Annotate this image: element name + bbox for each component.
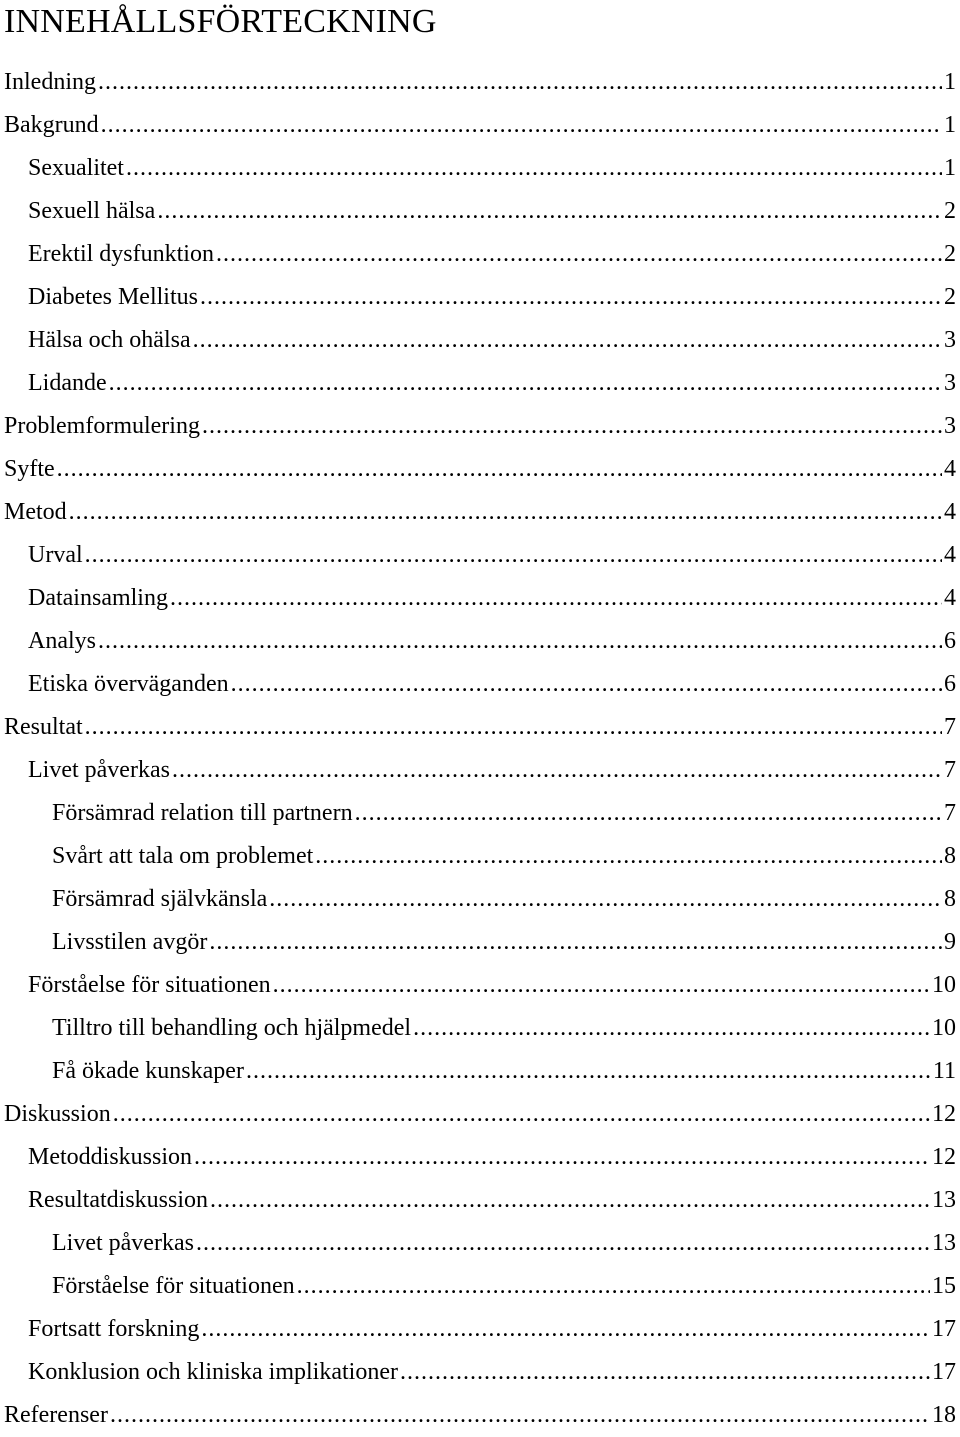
toc-entry-label: Metoddiskussion xyxy=(28,1144,193,1170)
toc-entry-label: Resultatdiskussion xyxy=(28,1187,209,1213)
dot-leader xyxy=(355,792,942,835)
toc-entry-label: Livet påverkas xyxy=(52,1230,194,1256)
toc-entry[interactable] xyxy=(0,1222,960,1265)
toc-entry-label: Problemformulering xyxy=(4,413,200,439)
dot-leader xyxy=(297,1265,930,1308)
toc-entry[interactable] xyxy=(0,276,960,319)
toc-entry-label: Fortsatt forskning xyxy=(28,1316,200,1342)
dot-leader xyxy=(194,1136,930,1179)
dot-leader xyxy=(273,964,930,1007)
toc-entry-page-number: 10 xyxy=(932,972,956,998)
toc-entry-label: Konklusion och kliniska implikationer xyxy=(28,1359,398,1385)
toc-entry[interactable] xyxy=(0,921,960,964)
toc-entry[interactable] xyxy=(0,1136,960,1179)
toc-entry-page-number: 4 xyxy=(944,456,956,482)
toc-entry-label: Tilltro till behandling och hjälpmedel xyxy=(52,1015,412,1041)
toc-entry-label: Diskussion xyxy=(4,1101,111,1127)
toc-entry[interactable] xyxy=(0,964,960,1007)
toc-entry[interactable] xyxy=(0,362,960,405)
toc-entry-page-number: 15 xyxy=(932,1273,956,1299)
toc-entry-page-number: 3 xyxy=(944,327,956,353)
toc-entry-page-number: 12 xyxy=(932,1144,956,1170)
toc-entry-label: Diabetes Mellitus xyxy=(28,284,198,310)
toc-entry-label: Bakgrund xyxy=(4,112,99,138)
toc-entry[interactable] xyxy=(0,233,960,276)
dot-leader xyxy=(209,921,942,964)
toc-entry-label: Lidande xyxy=(28,370,107,396)
toc-entry-page-number: 4 xyxy=(944,585,956,611)
toc-entry-label: Sexuell hälsa xyxy=(28,198,156,224)
toc-entry-page-number: 3 xyxy=(944,413,956,439)
toc-entry[interactable] xyxy=(0,1007,960,1050)
toc-entry[interactable] xyxy=(0,1093,960,1136)
toc-entry-label: Referenser xyxy=(4,1402,108,1428)
toc-entry[interactable] xyxy=(0,878,960,921)
toc-entry-page-number: 13 xyxy=(932,1187,956,1213)
dot-leader xyxy=(57,448,942,491)
dot-leader xyxy=(269,878,942,921)
toc-entry[interactable] xyxy=(0,792,960,835)
toc-entry-page-number: 3 xyxy=(944,370,956,396)
toc-entry-page-number: 2 xyxy=(944,241,956,267)
toc-entry-label: Etiska överväganden xyxy=(28,671,229,697)
dot-leader xyxy=(201,1308,930,1351)
toc-entry[interactable] xyxy=(0,1050,960,1093)
toc-entry[interactable] xyxy=(0,835,960,878)
toc-entry-label: Förståelse för situationen xyxy=(52,1273,295,1299)
toc-entry-label: Sexualitet xyxy=(28,155,124,181)
toc-entry[interactable] xyxy=(0,706,960,749)
dot-leader xyxy=(200,276,942,319)
toc-entry-page-number: 1 xyxy=(944,69,956,95)
toc-entry-label: Livet påverkas xyxy=(28,757,170,783)
dot-leader xyxy=(170,577,942,620)
toc-entry-page-number: 1 xyxy=(944,112,956,138)
toc-entry-page-number: 6 xyxy=(944,671,956,697)
toc-entry[interactable] xyxy=(0,405,960,448)
toc-entry[interactable] xyxy=(0,104,960,147)
toc-entry[interactable] xyxy=(0,147,960,190)
toc-entry-page-number: 8 xyxy=(944,843,956,869)
toc-entry-label: Resultat xyxy=(4,714,83,740)
toc-entry-page-number: 7 xyxy=(944,757,956,783)
dot-leader xyxy=(98,620,942,663)
dot-leader xyxy=(101,104,942,147)
toc-entry-page-number: 11 xyxy=(932,1058,956,1084)
toc-entry-label: Svårt att tala om problemet xyxy=(52,843,314,869)
toc-entry-page-number: 7 xyxy=(944,714,956,740)
dot-leader xyxy=(246,1050,931,1093)
toc-entry[interactable] xyxy=(0,577,960,620)
toc-entry-page-number: 6 xyxy=(944,628,956,654)
dot-leader xyxy=(109,362,942,405)
dot-leader xyxy=(98,61,942,104)
dot-leader xyxy=(69,491,942,534)
toc-entry-label: Inledning xyxy=(4,69,96,95)
toc-entry-label: Syfte xyxy=(4,456,55,482)
dot-leader xyxy=(85,706,942,749)
toc-entry[interactable] xyxy=(0,1179,960,1222)
dot-leader xyxy=(202,405,942,448)
toc-entry[interactable] xyxy=(0,534,960,577)
toc-entry-page-number: 18 xyxy=(932,1402,956,1428)
dot-leader xyxy=(113,1093,930,1136)
toc-entry-page-number: 4 xyxy=(944,542,956,568)
toc-entry[interactable] xyxy=(0,448,960,491)
toc-entry-page-number: 9 xyxy=(944,929,956,955)
dot-leader xyxy=(157,190,942,233)
toc-entry-label: Försämrad relation till partnern xyxy=(52,800,353,826)
toc-entry-page-number: 17 xyxy=(932,1359,956,1385)
toc-entry-label: Metod xyxy=(4,499,67,525)
toc-entry[interactable] xyxy=(0,319,960,362)
toc-entry-label: Erektil dysfunktion xyxy=(28,241,214,267)
page-title: INNEHÅLLSFÖRTECKNING xyxy=(4,3,437,40)
toc-entry[interactable] xyxy=(0,1308,960,1351)
toc-entry-label: Förståelse för situationen xyxy=(28,972,271,998)
toc-entry-page-number: 1 xyxy=(944,155,956,181)
toc-entry[interactable] xyxy=(0,491,960,534)
dot-leader xyxy=(315,835,942,878)
toc-entry-label: Analys xyxy=(28,628,96,654)
dot-leader xyxy=(172,749,942,792)
toc-entry-label: Försämrad självkänsla xyxy=(52,886,268,912)
table-of-contents xyxy=(0,61,960,1437)
dot-leader xyxy=(400,1351,930,1394)
toc-entry[interactable] xyxy=(0,190,960,233)
toc-entry-label: Datainsamling xyxy=(28,585,168,611)
toc-entry[interactable] xyxy=(0,620,960,663)
toc-entry[interactable] xyxy=(0,749,960,792)
toc-entry-label: Hälsa och ohälsa xyxy=(28,327,191,353)
dot-leader xyxy=(196,1222,930,1265)
toc-entry[interactable] xyxy=(0,1394,960,1437)
dot-leader xyxy=(413,1007,930,1050)
dot-leader xyxy=(216,233,942,276)
toc-entry-label: Livsstilen avgör xyxy=(52,929,208,955)
toc-entry-page-number: 7 xyxy=(944,800,956,826)
dot-leader xyxy=(110,1394,930,1437)
toc-entry[interactable] xyxy=(0,1265,960,1308)
toc-entry[interactable] xyxy=(0,1351,960,1394)
dot-leader xyxy=(231,663,942,706)
dot-leader xyxy=(126,147,942,190)
toc-entry-page-number: 8 xyxy=(944,886,956,912)
toc-entry-page-number: 17 xyxy=(932,1316,956,1342)
dot-leader xyxy=(193,319,942,362)
toc-entry[interactable] xyxy=(0,61,960,104)
toc-entry-page-number: 13 xyxy=(932,1230,956,1256)
toc-entry-label: Urval xyxy=(28,542,83,568)
toc-entry-page-number: 2 xyxy=(944,198,956,224)
toc-entry-page-number: 4 xyxy=(944,499,956,525)
toc-entry-label: Få ökade kunskaper xyxy=(52,1058,244,1084)
toc-entry-page-number: 12 xyxy=(932,1101,956,1127)
dot-leader xyxy=(210,1179,930,1222)
toc-entry[interactable] xyxy=(0,663,960,706)
toc-entry-page-number: 2 xyxy=(944,284,956,310)
toc-entry-page-number: 10 xyxy=(932,1015,956,1041)
dot-leader xyxy=(85,534,942,577)
